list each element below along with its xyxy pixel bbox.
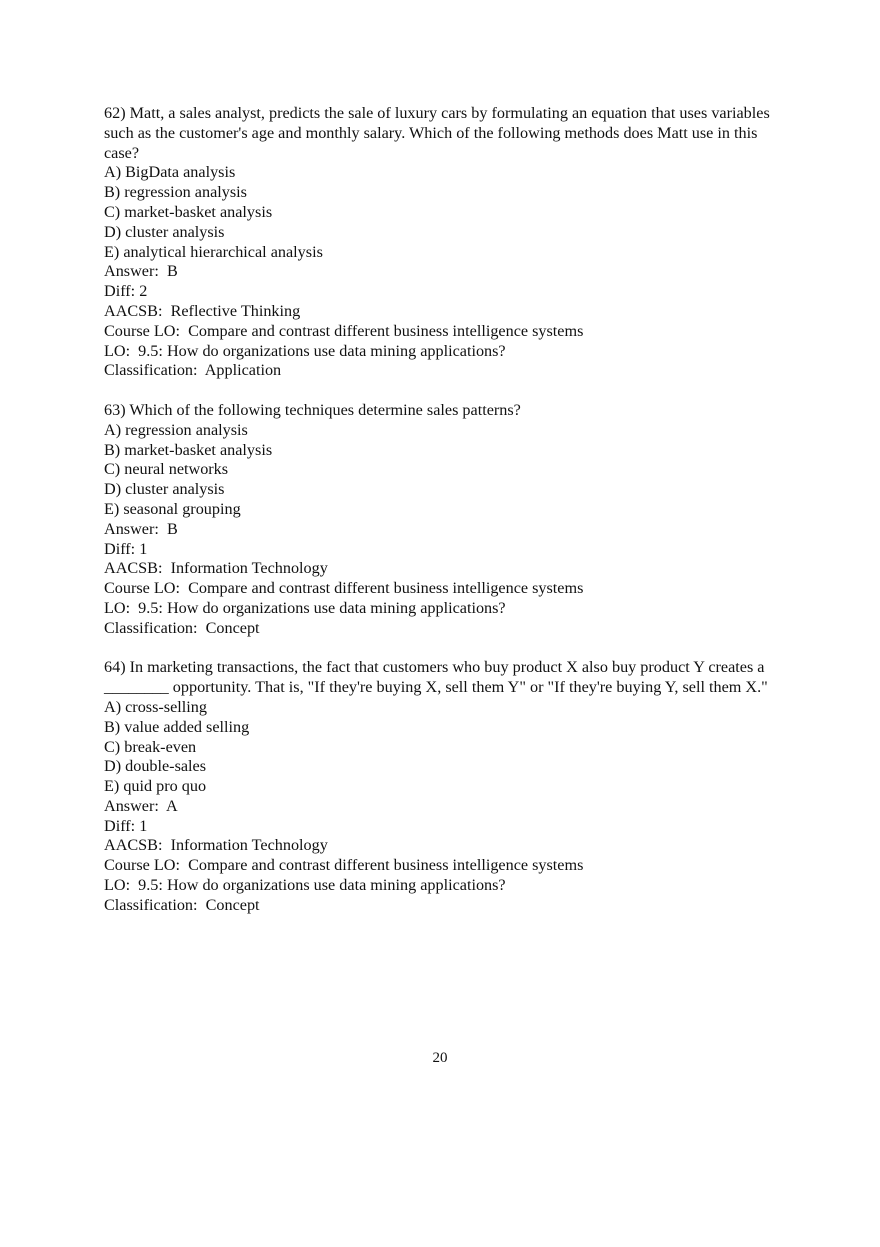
option-c: C) break-even bbox=[104, 737, 197, 756]
difficulty-line: Diff: 2 bbox=[104, 282, 148, 301]
classification-line: Classification: Concept bbox=[104, 618, 260, 637]
option-b: B) regression analysis bbox=[104, 183, 247, 202]
option-c: C) market-basket analysis bbox=[104, 202, 273, 221]
question-stem: 63) Which of the following techniques determine sales patterns? bbox=[104, 400, 521, 419]
answer-line: Answer: B bbox=[104, 262, 178, 281]
option-d: D) cluster analysis bbox=[104, 222, 225, 241]
course-lo-line: Course LO: Compare and contrast different business intelligence systems bbox=[104, 321, 584, 340]
question-62 bbox=[104, 104, 784, 381]
difficulty-line: Diff: 1 bbox=[104, 539, 148, 558]
course-lo-line: Course LO: Compare and contrast different business intelligence systems bbox=[104, 579, 584, 598]
page-content bbox=[104, 104, 784, 916]
option-e: E) analytical hierarchical analysis bbox=[104, 242, 323, 261]
option-d: D) double-sales bbox=[104, 757, 207, 776]
question-stem: 64) In marketing transactions, the fact that customers who buy product X also buy product Y creates a ________ opportunity. That is, "If they're buying X, sell them Y" or "If they're buying Y, sell them X." bbox=[104, 658, 768, 697]
question-stem: 62) Matt, a sales analyst, predicts the sale of luxury cars by formulating an equation that uses variables such as the customer's age and monthly salary. Which of the following methods does Matt use in this case? bbox=[104, 104, 770, 162]
lo-line: LO: 9.5: How do organizations use data mining applications? bbox=[104, 598, 506, 617]
lo-line: LO: 9.5: How do organizations use data mining applications? bbox=[104, 876, 506, 895]
course-lo-line: Course LO: Compare and contrast different business intelligence systems bbox=[104, 856, 584, 875]
aacsb-line: AACSB: Reflective Thinking bbox=[104, 301, 301, 320]
answer-line: Answer: A bbox=[104, 796, 178, 815]
option-b: B) value added selling bbox=[104, 717, 250, 736]
question-63 bbox=[104, 401, 784, 639]
question-64 bbox=[104, 658, 784, 915]
classification-line: Classification: Application bbox=[104, 361, 282, 380]
page-number: 20 bbox=[432, 1050, 448, 1066]
difficulty-line: Diff: 1 bbox=[104, 816, 148, 835]
option-e: E) seasonal grouping bbox=[104, 499, 241, 518]
classification-line: Classification: Concept bbox=[104, 895, 260, 914]
option-c: C) neural networks bbox=[104, 460, 229, 479]
option-a: A) regression analysis bbox=[104, 420, 248, 439]
lo-line: LO: 9.5: How do organizations use data mining applications? bbox=[104, 341, 506, 360]
answer-line: Answer: B bbox=[104, 519, 178, 538]
option-e: E) quid pro quo bbox=[104, 777, 207, 796]
aacsb-line: AACSB: Information Technology bbox=[104, 836, 328, 855]
option-a: A) cross-selling bbox=[104, 697, 207, 716]
option-a: A) BigData analysis bbox=[104, 163, 236, 182]
aacsb-line: AACSB: Information Technology bbox=[104, 559, 328, 578]
option-d: D) cluster analysis bbox=[104, 480, 225, 499]
option-b: B) market-basket analysis bbox=[104, 440, 273, 459]
